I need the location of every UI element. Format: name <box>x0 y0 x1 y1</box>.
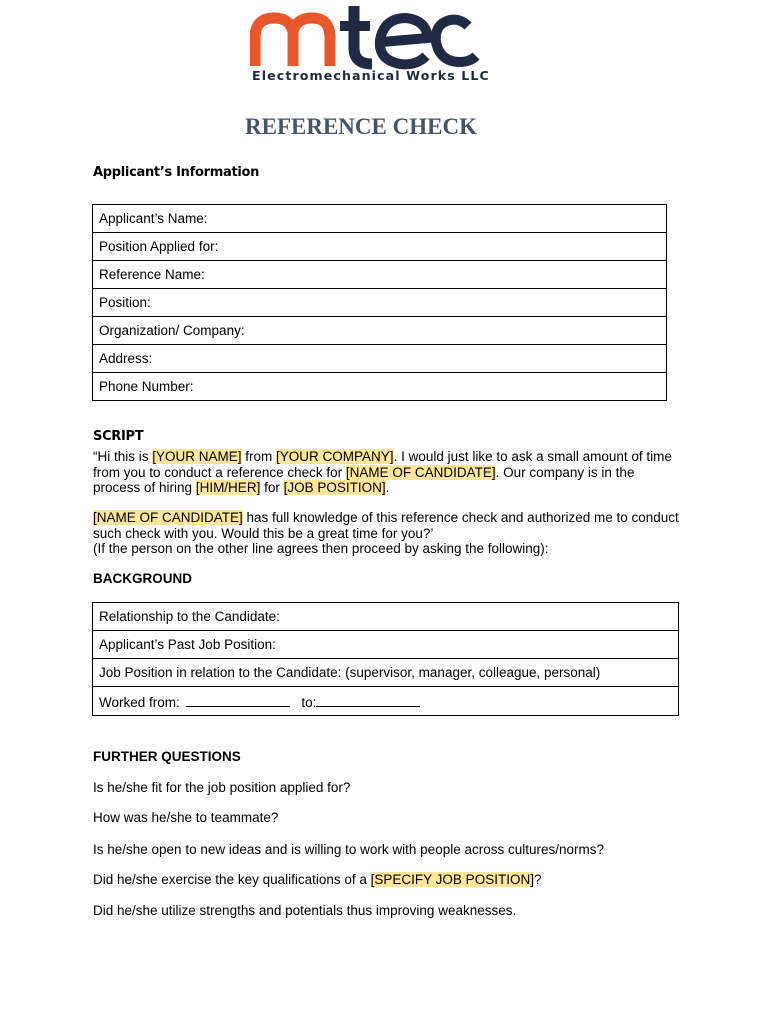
worked-to-blank[interactable] <box>316 693 420 707</box>
applicant-info-table <box>92 204 667 401</box>
script-instruction: (If the person on the other line agrees then proceed by asking the following): <box>93 541 549 556</box>
phone-number-field[interactable]: Phone Number: <box>93 373 667 401</box>
placeholder-candidate-name: [NAME OF CANDIDATE] <box>93 510 243 525</box>
worked-from-blank[interactable] <box>186 693 290 707</box>
placeholder-your-company: [YOUR COMPANY] <box>276 449 394 464</box>
question-text: Did he/she exercise the key qualifications of a <box>93 872 371 887</box>
script-text: . Our company is in the process of hiring <box>93 464 635 495</box>
page-title: REFERENCE CHECK <box>245 114 477 139</box>
question-5: Did he/she utilize strengths and potentials thus improving weaknesses. <box>93 903 517 918</box>
script-text: has full knowledge of this reference check and authorized me to conduct such check with you. Would this be a great time for you?’ <box>93 510 679 541</box>
further-questions-heading: FURTHER QUESTIONS <box>93 749 241 764</box>
job-relation-field[interactable]: Job Position in relation to the Candidate: (supervisor, manager, colleague, personal) <box>93 659 679 687</box>
mtec-logo-mark <box>250 4 512 70</box>
reference-name-field[interactable]: Reference Name: <box>93 261 667 289</box>
company-logo <box>250 4 512 86</box>
background-table <box>92 602 679 716</box>
placeholder-specify-job-position: [SPECIFY JOB POSITION] <box>370 872 534 887</box>
background-heading: BACKGROUND <box>93 571 192 586</box>
applicant-name-field[interactable]: Applicant’s Name: <box>93 205 667 233</box>
placeholder-job-position: [JOB POSITION] <box>283 480 386 495</box>
worked-from-label: Worked from: <box>99 694 180 710</box>
script-text: . I would just like to ask a small amount of time from you to conduct a reference check for <box>93 449 672 480</box>
relationship-field[interactable]: Relationship to the Candidate: <box>93 603 679 631</box>
position-applied-field[interactable]: Position Applied for: <box>93 233 667 261</box>
script-text: from <box>241 449 277 464</box>
question-4 <box>93 872 541 887</box>
worked-dates-row <box>93 687 679 716</box>
worked-to-label: to: <box>301 694 317 710</box>
placeholder-candidate-name: [NAME OF CANDIDATE] <box>345 464 496 480</box>
placeholder-your-name: [YOUR NAME] <box>152 449 242 464</box>
position-field[interactable]: Position: <box>93 289 667 317</box>
organization-field[interactable]: Organization/ Company: <box>93 317 667 345</box>
script-heading: SCRIPT <box>93 429 144 444</box>
script-paragraph-2 <box>93 510 683 557</box>
script-text: . <box>385 480 390 495</box>
question-text: ? <box>533 872 542 887</box>
past-job-position-field[interactable]: Applicant’s Past Job Position: <box>93 631 679 659</box>
question-1: Is he/she fit for the job position applied for? <box>93 780 351 795</box>
company-name: Electromechanical Works LLC <box>252 68 490 83</box>
question-3: Is he/she open to new ideas and is willing to work with people across cultures/norms? <box>93 842 605 857</box>
script-text: “Hi this is <box>93 449 153 464</box>
question-2: How was he/she to teammate? <box>93 810 279 825</box>
placeholder-him-her: [HIM/HER] <box>195 480 261 495</box>
script-paragraph-1 <box>93 449 683 496</box>
applicant-info-heading: Applicant’s Information <box>93 165 260 180</box>
address-field[interactable]: Address: <box>93 345 667 373</box>
script-text: for <box>260 480 284 495</box>
